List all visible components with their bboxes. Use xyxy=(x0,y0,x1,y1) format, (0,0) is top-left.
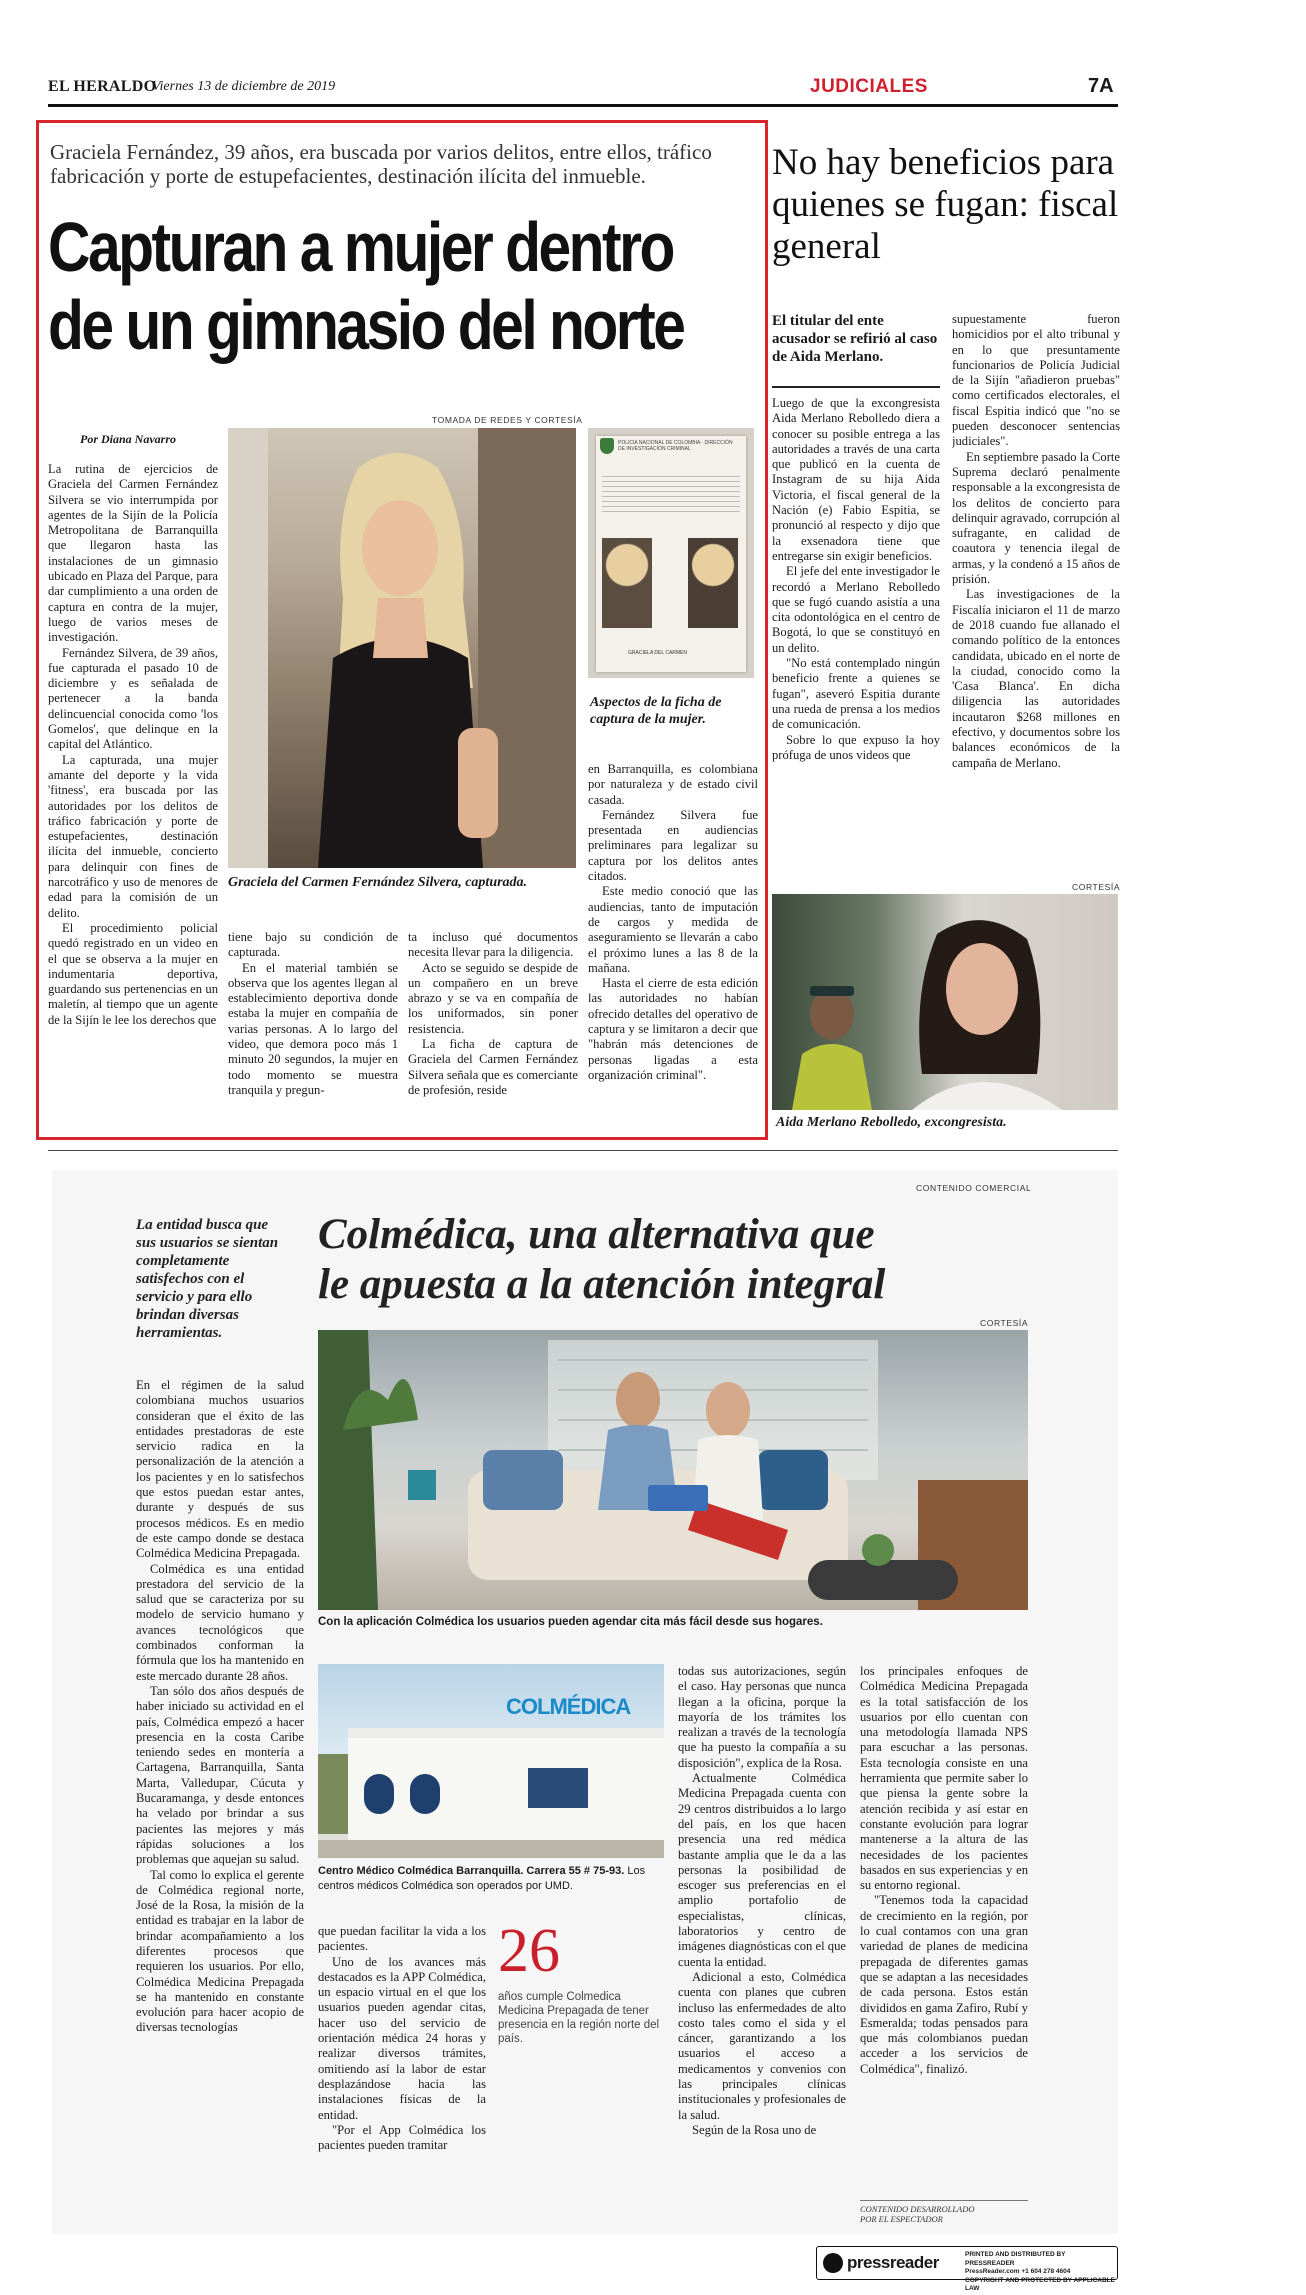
section-name: JUDICIALES xyxy=(810,76,928,97)
advertorial-sidebar: La entidad busca que sus usuarios se sientan completamente satisfechos con el servicio y para ello brindan diversas herramientas. xyxy=(136,1217,279,1341)
footer-note-line-2: POR EL ESPECTADOR xyxy=(860,2214,943,2224)
couple-on-sofa-icon xyxy=(318,1330,1028,1610)
document-mugshot-1 xyxy=(602,538,652,628)
advertorial-footer-note xyxy=(860,2204,1028,2224)
section-divider xyxy=(48,1150,1118,1151)
arrest-document-photo xyxy=(588,428,754,678)
article2-lead: El titular del ente acusador se refirió al caso de Aida Merlano. xyxy=(772,313,938,365)
woman-figure-icon xyxy=(228,428,576,868)
pressreader-icon xyxy=(823,2253,843,2273)
article-headline xyxy=(48,208,684,364)
article2-column-2: supuestamente fueron homicidios por el alto tribunal y en lo que presuntamente funcionarios de Policía Judicial de la Sijín "añadieron pruebas" como certificados electorales, el fiscal Espitia indicó que "no se pueden desconocer sentencias judiciales". En septiembre pasado la Corte Suprema declaró penalmente responsable a la excongresista de los delitos de concierto para delinquir agravado, corrupción al sufragante, en calidad de coautora y tenencia ilegal de armas, y la condenó a 15 años de prisión. Las investigaciones de la Fiscalía iniciaron el 11 de marzo de 2018 cuando fue allanado el comando político de la entonces candidata, ubicado en el norte de la ciudad, conocido como la 'Casa Blanca'. En dicha diligencia las autoridades incautaron $268 millones en efectivo, y documentos sobre los balances económicos de la campaña de Merlano. xyxy=(952,312,1120,770)
article2-photo-caption: Aida Merlano Rebolledo, excongresista. xyxy=(776,1115,1007,1130)
document-caption: Aspectos de la ficha de captura de la mujer. xyxy=(590,695,722,727)
advertorial-label: CONTENIDO COMERCIAL xyxy=(916,1183,1032,1193)
advertorial-column-3: todas sus autorizaciones, según el caso. Hay personas que nunca llegan a la oficina, porque la mayoría de los trámites los realizan a través de la tecnología que ha puesto la compañía a su disposición", explica de la Rosa. Actualmente Colmédica Medicina Prepagada cuenta con 29 centros distribuidos a lo largo del país, en los que hacen presencia una red médica bastante amplia que le da a las personas la posibilidad de escoger sus preferencias en el amplio portafolio de especialistas, clínicas, laboratorios y centro de imágenes diagnósticas con el que cuenta la entidad. Adicional a esto, Colmédica cuenta con planes que cubren incluso las enfermedades de alto costo tales como el sida y el cáncer, garantizando a los usuarios el acceso a medicamentos y convenios con las principales clínicas institucionales y profesionales de la salud. Según de la Rosa uno de xyxy=(678,1664,846,2137)
advertorial-credit: CORTESÍA xyxy=(980,1318,1029,1328)
stat-number: 26 xyxy=(498,1917,560,1985)
article2-column-1: Luego de que la excongresista Aida Merlano Rebolledo diera a conocer su posible entrega a las autoridades a través de una carta que publicó en la cuenta de Instagram de su hija Aida Victoria, el fiscal general de la Nación (e) Fabio Espitia, se pronunció al respecto y dijo que la exsenadora tiene que entregarse sin exigir beneficios. El jefe del ente investigador le recordó a Merlano Rebolledo que se fugó cuando asistía a una cita odontológica en el centro de Bogotá, lo que se constituyó en un delito. "No está contemplado ningún beneficio frente a quienes se fugan", aseveró Espitia durante una rueda de prensa a los medios de comunicación. Sobre lo que expuso la hoy prófuga de unos videos que xyxy=(772,396,940,762)
medical-center-photo xyxy=(318,1664,664,1858)
article2-headline: No hay beneficios para quienes se fugan: fiscal general xyxy=(772,142,1119,267)
colmedica-sign: COLMÉDICA xyxy=(506,1694,631,1719)
caption-rest: Los centros médicos Colmédica son operados por UMD. xyxy=(318,1865,646,1892)
page-number: 7A xyxy=(1088,75,1114,97)
caption-bold: Centro Médico Colmédica Barranquilla. Carrera 55 # 75-93. xyxy=(318,1865,625,1877)
advertorial-column-4: los principales enfoques de Colmédica Medicina Prepagada es la total satisfacción de los usuarios por ello cuentan con una metodología llamada NPS para escuchar a las personas. Esta tecnología consiste en una herramienta que permite saber lo que piensa la gente sobre la atención recibida y así estar en constante evolución para lograr mantenerse a la altura de las necesidades de los pacientes basados en sus experiencias y en su entorno regional. "Tenemos toda la capacidad de crecimiento en la región, por lo cual contamos con una gran variedad de planes de medicina prepagada de diferentes gamas que se adaptan a las necesidades de cada persona. Estos están divididos en gama Zafiro, Rubí y Esmeralda; todas pensados para que más colombianos puedan acceder a los servicios de Colmédica", finalizó. xyxy=(860,1664,1028,2076)
living-room-photo xyxy=(318,1330,1028,1610)
shield-icon xyxy=(600,438,614,454)
headline-line-1: Capturan a mujer dentro xyxy=(48,208,673,286)
living-room-caption: Con la aplicación Colmédica los usuarios pueden agendar cita más fácil desde sus hogares. xyxy=(318,1616,823,1628)
document-name: GRACIELA DEL CARMEN xyxy=(628,650,687,656)
advertorial-column-2: que puedan facilitar la vida a los pacientes. Uno de los avances más destacados es la APP Colmédica, un espacio virtual en el que los usuarios pueden agendar citas, hacer uso del servicio de orientación médica 24 horas y realizar diversos trámites, omitiendo así la labor de estar desplazándose hacia las instalaciones físicas de la entidad. "Por el App Colmédica los pacientes pueden tramitar xyxy=(318,1924,486,2153)
article1-column-4: en Barranquilla, es colombiana por naturaleza y de estado civil casada. Fernández Silvera fue presentada en audiencias preliminares para legalizar su captura por los delitos antes citados. Este medio conoció que las audiencias, tanto de imputación de cargos y medida de aseguramiento se llevarán a cabo el próximo lunes a las 8 de la mañana. Hasta el cierre de esta edición las autoridades no habían ofrecido detalles del operativo de captura y se limitaron a decir que "habrán más detenciones de personas ligadas a esta organización criminal". xyxy=(588,762,758,1082)
header-rule xyxy=(48,104,1118,107)
suspect-photo xyxy=(228,428,576,868)
document-header: POLICIA NACIONAL DE COLOMBIA · DIRECCIÓN DE INVESTIGACIÓN CRIMINAL xyxy=(618,440,733,452)
article1-column-1: La rutina de ejercicios de Graciela del Carmen Fernández Silvera se vio interrumpida por agentes de la Sijín de la Policía Metropolitana de Barranquilla que llegaron hasta las instalaciones de un gimnasio ubicado en Plaza del Parque, para dar cumplimiento a una orden de captura en contra de la mujer, luego de varios meses de investigación. Fernández Silvera, de 39 años, fue capturada el pasado 10 de diciembre y es señalada de pertenecer a la banda delincuencial conocida como 'los Gomelos', que delinque en la capital del Atlántico. La capturada, una mujer amante del deporte y la vida 'fitness', era buscada por las autoridades por los delitos de tráfico fabricación y porte de estupefacientes, destinación ilícita del inmueble, concierto para delinquir con fines de narcotráfico y uso de menores de edad para la comisión de un delito. El procedimiento policial quedó registrado en un video en el que se observa a la mujer en indumentaria deportiva, guardando sus pertenencias en un maletín, al tiempo que un agente de la Sijín le lee los derechos que xyxy=(48,462,218,1027)
pressreader-badge xyxy=(816,2246,1118,2292)
advertorial-headline-line-2: le apuesta a la atención integral xyxy=(318,1261,886,1308)
advertorial-headline xyxy=(318,1210,1098,1310)
article2-photo-credit: CORTESÍA xyxy=(1072,882,1121,892)
masthead-name: EL HERALDO xyxy=(48,78,157,95)
medical-center-caption xyxy=(318,1864,664,1894)
main-photo-caption: Graciela del Carmen Fernández Silvera, capturada. xyxy=(228,875,528,890)
stat-text: años cumple Colmedica Medicina Prepagada de tener presencia en la región norte del país. xyxy=(498,1991,660,2045)
advertorial-note-rule xyxy=(860,2200,1028,2201)
article1-column-2: tiene bajo su condición de capturada. En el material también se observa que los agentes llegan al establecimiento deportiva donde estaba la mujer en compañía de varias personas. A lo largo del video, que demora poco más 1 minuto 20 segundos, la mujer en todo momento se muestra tranquila y pregun- xyxy=(228,930,398,1097)
advertorial-column-1: En el régimen de la salud colombiana muchos usuarios consideran que el éxito de las entidades prestadoras de este servicio radica en la personalización de la atención a los pacientes y en lo satisfechos que estos puedan estar antes, durante y después de sus procesos médicos. Es en medio de este campo donde se destaca Colmédica Medicina Prepagada. Colmédica es una entidad prestadora del servicio de la salud que se caracteriza por su modelo de servicio humano y avances tecnológicos que combinados conforman la fórmula que los ha mantenido en este mercado durante 28 años. Tan sólo dos años después de haber iniciado su actividad en el país, Colmédica empezó a hacer presencia en la costa Caribe teniendo sedes en montería a Cartagena, Barranquilla, Santa Marta, Valledupar, Cúcuta y Bucaramanga, y desde entonces ha velado por brindar a sus pacientes las mejores y más rápidas soluciones a los problemas que aquejan su salud. Tal como lo explica el gerente de Colmédica regional norte, José de la Rosa, la misión de la entidad es trabajar en la labor de brindar acompañamiento a los diferentes procesos que requieren los usuarios. Por ello, Colmédica Medicina Prepagada se ha mantenido en constante evolución para hacer acopio de diversas tecnologías xyxy=(136,1378,304,2035)
article-kicker: Graciela Fernández, 39 años, era buscada por varios delitos, entre ellos, tráfico fabricación y porte de estupefacientes, destinación ilícita del inmueble. xyxy=(50,140,712,188)
pressreader-notice: PRINTED AND DISTRIBUTED BY PRESSREADER PressReader.com +1 604 278 4604 COPYRIGHT AND PROTECTED BY APPLICABLE LAW xyxy=(965,2251,1115,2292)
advertorial-headline-line-1: Colmédica, una alternativa que xyxy=(318,1211,875,1258)
document-mugshot-2 xyxy=(688,538,738,628)
headline-line-2: de un gimnasio del norte xyxy=(48,286,684,364)
article2-lead-rule xyxy=(772,386,940,388)
page-header xyxy=(48,74,1118,104)
footer-note-line-1: CONTENIDO DESARROLLADO xyxy=(860,2204,975,2214)
header-date: Viernes 13 de diciembre de 2019 xyxy=(152,79,336,94)
photo-credit: TOMADA DE REDES Y CORTESÍA xyxy=(432,415,583,425)
byline: Por Diana Navarro xyxy=(80,432,177,446)
woman-portrait-icon xyxy=(772,894,1118,1110)
merlano-photo xyxy=(772,894,1118,1110)
pressreader-logo: pressreader xyxy=(847,2253,939,2272)
article1-column-3: ta incluso qué documentos necesita llevar para la diligencia. Acto se seguido se despide de un compañero en un breve abrazo y se va en compañía de los uniformados, sin poner resistencia. La ficha de captura de Graciela del Carmen Fernández Silvera señala que es comerciante de profesión, reside xyxy=(408,930,578,1097)
